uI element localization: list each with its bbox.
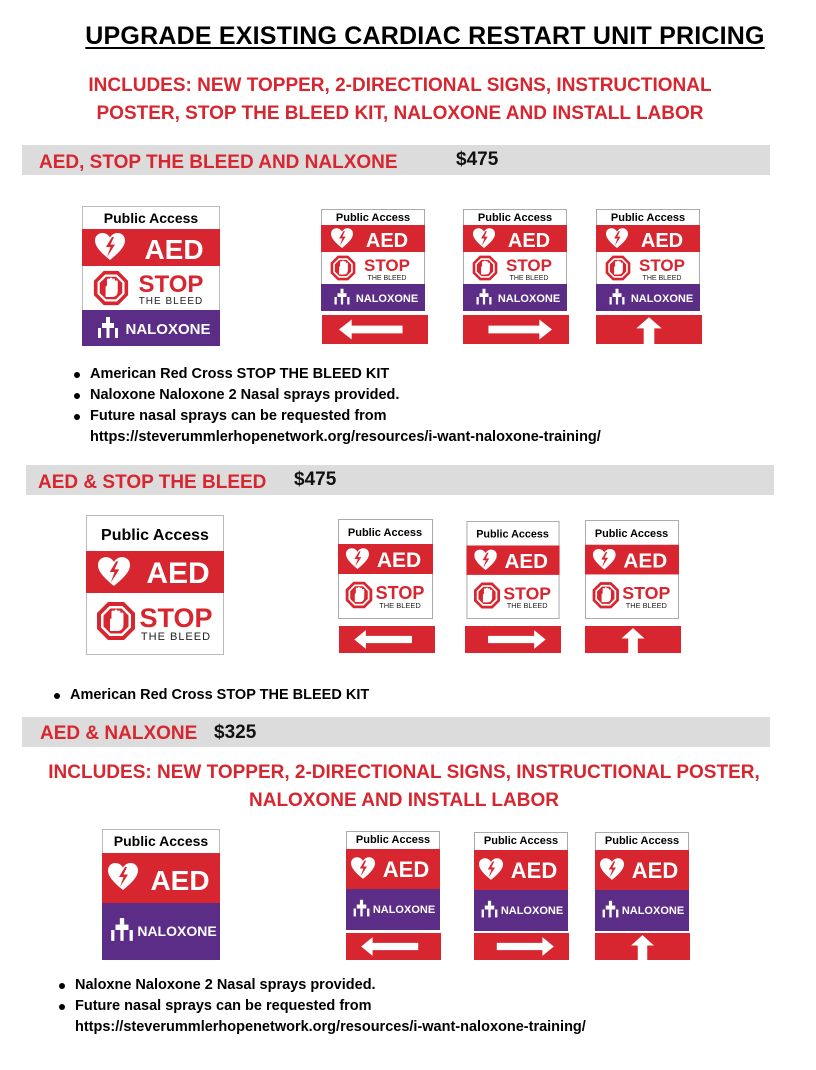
arrow-right-sign	[474, 933, 569, 960]
stop-text: STOP	[364, 256, 410, 275]
directional-sign-right	[474, 832, 568, 931]
aed-text: AED	[382, 857, 430, 882]
list-item: Naloxne Naloxone 2 Nasal sprays provided.	[57, 975, 586, 996]
section-price: $325	[214, 722, 257, 743]
list-item: American Red Cross STOP THE BLEED KIT	[52, 685, 369, 706]
stop-text: STOP	[138, 271, 204, 298]
naloxone-text: NALOXONE	[137, 923, 217, 939]
arrow-up-sign	[596, 315, 702, 344]
directional-sign-up	[595, 832, 689, 931]
public-access-text: Public Access	[103, 210, 199, 226]
naloxone-text: NALOXONE	[372, 904, 436, 916]
directional-sign-up	[596, 209, 700, 311]
public-access-text: Public Access	[594, 527, 669, 540]
stop-text: STOP	[506, 256, 552, 275]
includes-line: NALOXONE AND INSTALL LABOR	[249, 790, 559, 811]
naloxone-text: NALOXONE	[630, 293, 694, 305]
aed-text: AED	[365, 230, 409, 252]
aed-text: AED	[640, 230, 684, 252]
the-bleed-text: THE BLEED	[140, 631, 212, 643]
aed-text: AED	[504, 550, 548, 574]
naloxone-text: NALOXONE	[500, 905, 564, 917]
directional-sign-right	[463, 209, 567, 311]
aed-text: AED	[510, 858, 558, 883]
the-bleed-text: THE BLEED	[367, 275, 407, 282]
section-price: $475	[456, 149, 499, 170]
stop-hand-icon	[473, 256, 498, 281]
naloxone-training-link[interactable]: https://steverummlerhopenetwork.org/resources/i-want-naloxone-training/	[90, 429, 601, 445]
bullet-line: Future nasal sprays can be requested from	[90, 408, 387, 424]
public-access-text: Public Access	[483, 835, 559, 847]
directional-sign-left	[321, 209, 425, 311]
includes-text-1	[0, 72, 800, 128]
aed-text: AED	[376, 549, 422, 572]
arrow-right-sign	[463, 315, 569, 344]
public-access-text: Public Access	[476, 528, 549, 541]
list-item	[72, 406, 601, 448]
the-bleed-text: THE BLEED	[642, 275, 682, 282]
includes-line: INCLUDES: NEW TOPPER, 2-DIRECTIONAL SIGNS, INSTRUCTIONAL	[88, 75, 712, 96]
directional-sign-left	[346, 831, 440, 930]
arrow-left-sign	[339, 626, 435, 653]
the-bleed-text: THE BLEED	[506, 601, 548, 611]
stop-text: STOP	[503, 583, 552, 604]
aed-naloxone-sign	[102, 829, 220, 960]
aed-text: AED	[507, 230, 551, 252]
arrow-right-sign	[465, 626, 561, 653]
aed-text: AED	[623, 549, 668, 573]
section-2-bullets	[52, 685, 369, 706]
stop-text: STOP	[622, 583, 671, 604]
page-title: UPGRADE EXISTING CARDIAC RESTART UNIT PRICING	[85, 22, 765, 50]
list-item: Naloxone Naloxone 2 Nasal sprays provided.	[72, 385, 601, 406]
section-title: AED & STOP THE BLEED	[38, 472, 267, 493]
naloxone-text: NALOXONE	[621, 905, 685, 917]
stop-hand-icon	[346, 582, 373, 609]
includes-text-2	[0, 759, 808, 815]
public-access-text: Public Access	[335, 212, 411, 224]
stop-text: STOP	[375, 583, 425, 603]
section-1-bullets	[72, 364, 601, 448]
bullet-line: Future nasal sprays can be requested from	[75, 998, 372, 1014]
public-access-text: Public Access	[101, 527, 209, 544]
stop-hand-icon	[593, 582, 619, 608]
section-band-1	[22, 145, 770, 175]
naloxone-text: NALOXONE	[125, 321, 211, 338]
list-item	[57, 996, 586, 1038]
section-band-2	[26, 465, 774, 495]
aed-stop-sign	[86, 515, 224, 655]
section-band-3	[22, 717, 770, 747]
naloxone-text: NALOXONE	[355, 293, 419, 305]
directional-sign-up	[585, 520, 679, 619]
section-title: AED & NALXONE	[40, 723, 198, 744]
public-access-text: Public Access	[347, 527, 423, 539]
naloxone-text: NALOXONE	[497, 293, 561, 305]
naloxone-training-link[interactable]: https://steverummlerhopenetwork.org/resources/i-want-naloxone-training/	[75, 1019, 586, 1035]
stop-hand-icon	[606, 256, 631, 281]
section-3-bullets	[57, 975, 586, 1038]
arrow-up-sign	[585, 626, 681, 653]
aed-text: AED	[146, 557, 210, 590]
the-bleed-text: THE BLEED	[625, 601, 667, 611]
the-bleed-text: THE BLEED	[138, 296, 204, 307]
stop-hand-icon	[94, 271, 128, 305]
arrow-left-sign	[346, 933, 441, 960]
aed-text: AED	[144, 234, 204, 265]
stop-text: STOP	[139, 603, 213, 633]
public-access-text: Public Access	[604, 835, 680, 847]
includes-line: POSTER, STOP THE BLEED KIT, NALOXONE AND INSTALL LABOR	[96, 103, 704, 124]
directional-sign-left	[338, 519, 433, 619]
stop-hand-icon	[331, 256, 356, 281]
arrow-left-sign	[322, 315, 428, 344]
aed-text: AED	[150, 865, 210, 896]
aed-text: AED	[631, 858, 679, 883]
public-access-text: Public Access	[113, 833, 209, 849]
section-price: $475	[294, 469, 337, 490]
stop-text: STOP	[639, 256, 685, 275]
section-title: AED, STOP THE BLEED AND NALXONE	[39, 152, 398, 173]
stop-hand-icon	[97, 602, 135, 640]
stop-hand-icon	[474, 582, 500, 608]
public-access-text: Public Access	[355, 834, 431, 846]
list-item: American Red Cross STOP THE BLEED KIT	[72, 364, 601, 385]
the-bleed-text: THE BLEED	[379, 601, 421, 610]
aed-stop-naloxone-sign	[82, 206, 220, 346]
public-access-text: Public Access	[610, 212, 686, 224]
directional-sign-right	[466, 521, 560, 619]
the-bleed-text: THE BLEED	[509, 275, 549, 282]
arrow-up-sign	[595, 933, 690, 960]
includes-line: INCLUDES: NEW TOPPER, 2-DIRECTIONAL SIGNS, INSTRUCTIONAL POSTER,	[48, 762, 760, 783]
public-access-text: Public Access	[477, 212, 553, 224]
